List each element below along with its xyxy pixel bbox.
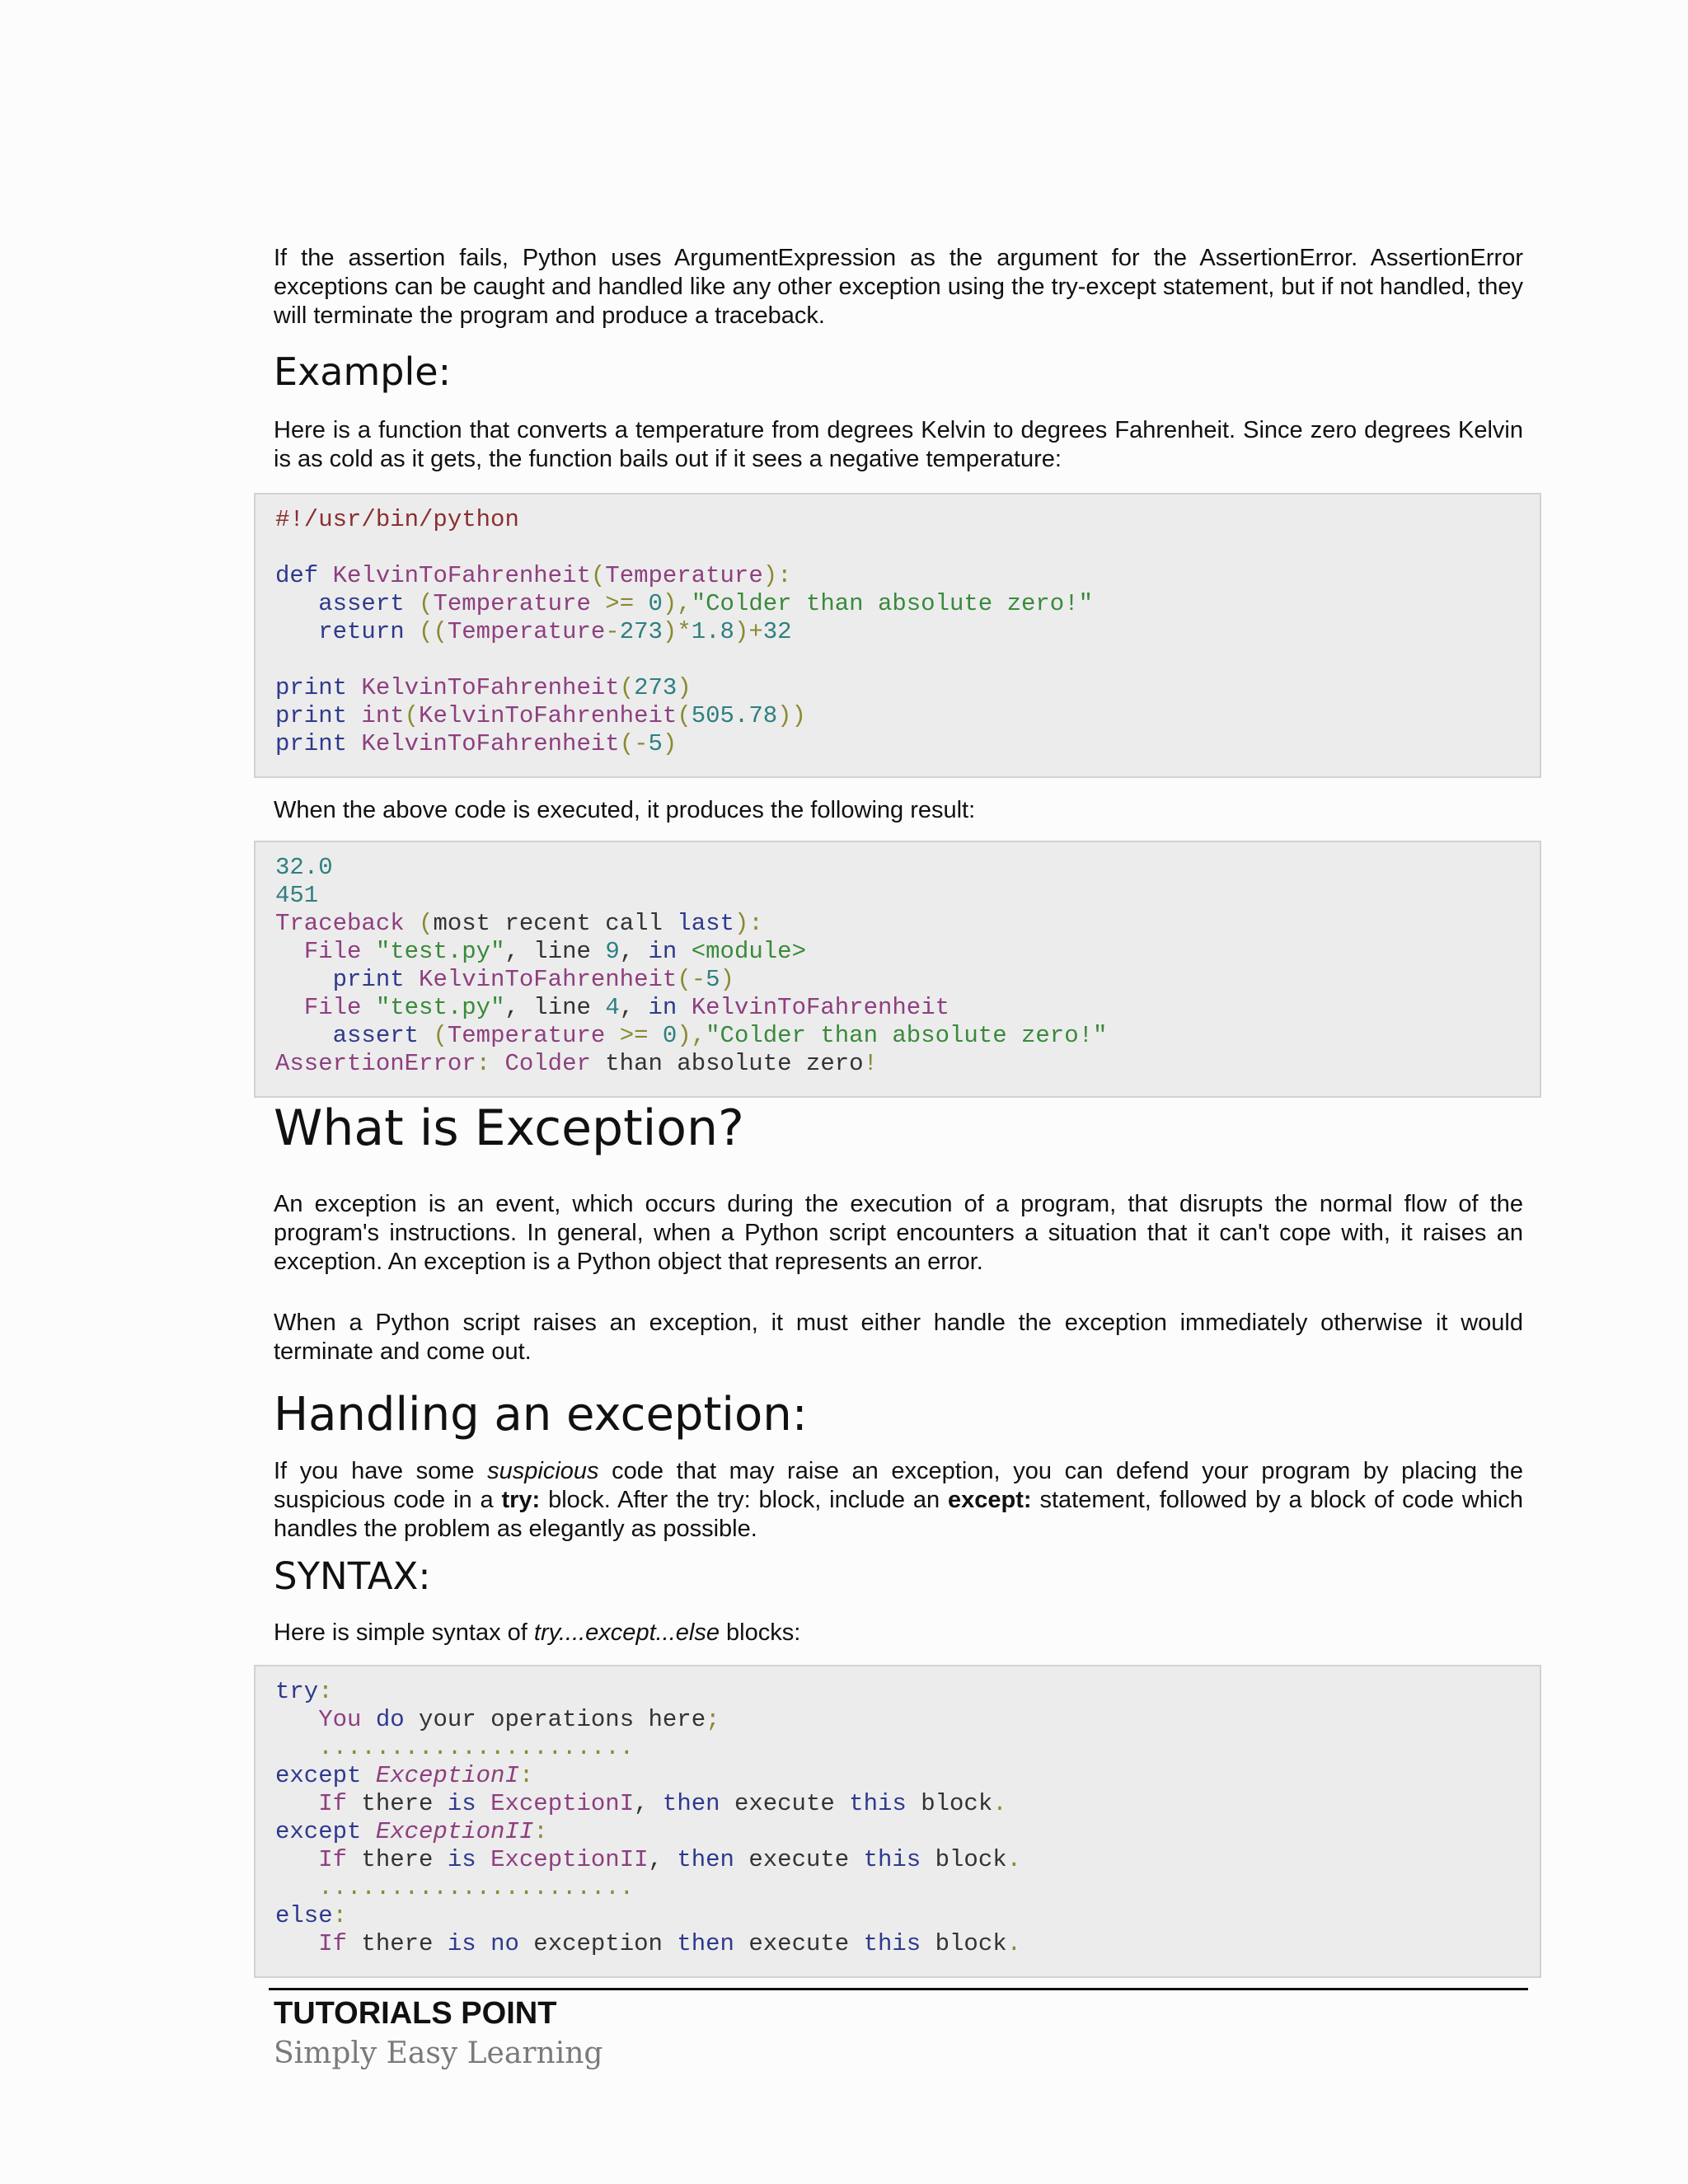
syntax-intro-text: blocks: [720, 1619, 801, 1646]
example-code [275, 506, 1093, 758]
syntax-intro-emphasis: try....except...else [533, 1619, 720, 1646]
code-line: You do your operations here; [318, 1706, 720, 1733]
code-line: If there is ExceptionII, then execute this block. [318, 1846, 1022, 1873]
code-line: print KelvinToFahrenheit(273) [275, 674, 692, 701]
handling-except-keyword: except: [948, 1487, 1032, 1513]
intro-paragraph: If the assertion fails, Python uses ArgumentExpression as the argument for the AssertionError. AssertionError exceptions can be caught and handled like any other exception using the try-except statement, but if not handled, they will terminate the program and produce a traceback. [274, 245, 1523, 329]
syntax-code-block [254, 1665, 1541, 1978]
syntax-intro-text: Here is simple syntax of [274, 1619, 534, 1646]
code-line: print int(KelvinToFahrenheit(505.78)) [275, 702, 806, 729]
handling-text: If you have some [274, 1458, 488, 1484]
syntax-code [275, 1678, 1021, 1958]
code-line: File "test.py", line 9, in <module> [303, 938, 806, 965]
exception-paragraph-1: An exception is an event, which occurs during the execution of a program, that disrupts the normal flow of the program's instructions. In general, when a Python script encounters a situation that it can't cope with, it raises an exception. An exception is a Python object that represents an error. [274, 1191, 1523, 1275]
handling-text: code that may raise an exception, you can defend your program by placing the suspicious code in a [274, 1458, 1523, 1513]
code-line: assert (Temperature >= 0),"Colder than absolute zero!" [318, 590, 1094, 617]
exception-paragraph-2: When a Python script raises an exception, it must either handle the exception immediately otherwise it would terminate and come out. [274, 1310, 1523, 1365]
code-line: File "test.py", line 4, in KelvinToFahrenheit [303, 994, 950, 1021]
output-code-block [254, 841, 1541, 1098]
handling-paragraph [274, 1457, 1523, 1544]
code-line: return ((Temperature-273)*1.8)+32 [318, 618, 792, 645]
code-line: #!/usr/bin/python [275, 506, 519, 533]
footer-brand: TUTORIALS POINT [274, 1996, 557, 2031]
footer-tagline: Simply Easy Learning [274, 2036, 603, 2070]
code-line: Traceback (most recent call last): [275, 910, 763, 937]
code-line: else: [275, 1902, 348, 1929]
code-line: def KelvinToFahrenheit(Temperature): [275, 562, 792, 589]
code-line: except ExceptionI: [275, 1762, 534, 1789]
code-line: try: [275, 1678, 333, 1705]
result-intro: When the above code is executed, it produces the following result: [274, 797, 976, 823]
example-description: Here is a function that converts a temperature from degrees Kelvin to degrees Fahrenheit. Since zero degrees Kelvin is as cold as it gets, the function bails out if it sees a negative temperature: [274, 417, 1523, 472]
code-line: 451 [275, 882, 319, 909]
code-line: assert (Temperature >= 0),"Colder than absolute zero!" [332, 1022, 1108, 1049]
code-line: ...................... [275, 1734, 635, 1761]
example-heading: Example: [274, 349, 452, 394]
handling-try-keyword: try: [501, 1487, 541, 1513]
handling-text: statement, followed by a block of code which handles the problem as elegantly as possible. [274, 1487, 1524, 1542]
code-line: ...................... [275, 1874, 635, 1901]
code-line: print KelvinToFahrenheit(-5) [275, 730, 678, 757]
exception-heading: What is Exception? [274, 1099, 744, 1157]
output-code [275, 854, 1107, 1078]
syntax-intro [274, 1619, 1523, 1647]
handling-emphasis: suspicious [487, 1458, 599, 1484]
code-line: AssertionError: Colder than absolute zero! [275, 1050, 878, 1077]
handling-text: block. After the try: block, include an [540, 1487, 949, 1513]
code-line: If there is ExceptionI, then execute this block. [318, 1790, 1007, 1817]
syntax-heading: SYNTAX: [274, 1554, 431, 1598]
example-code-block [254, 493, 1541, 778]
footer-divider [269, 1988, 1528, 1990]
code-line: If there is no exception then execute this block. [318, 1930, 1022, 1957]
handling-heading: Handling an exception: [274, 1388, 808, 1441]
code-line: except ExceptionII: [275, 1818, 548, 1845]
code-line: 32.0 [275, 854, 333, 881]
code-line: print KelvinToFahrenheit(-5) [332, 966, 734, 993]
